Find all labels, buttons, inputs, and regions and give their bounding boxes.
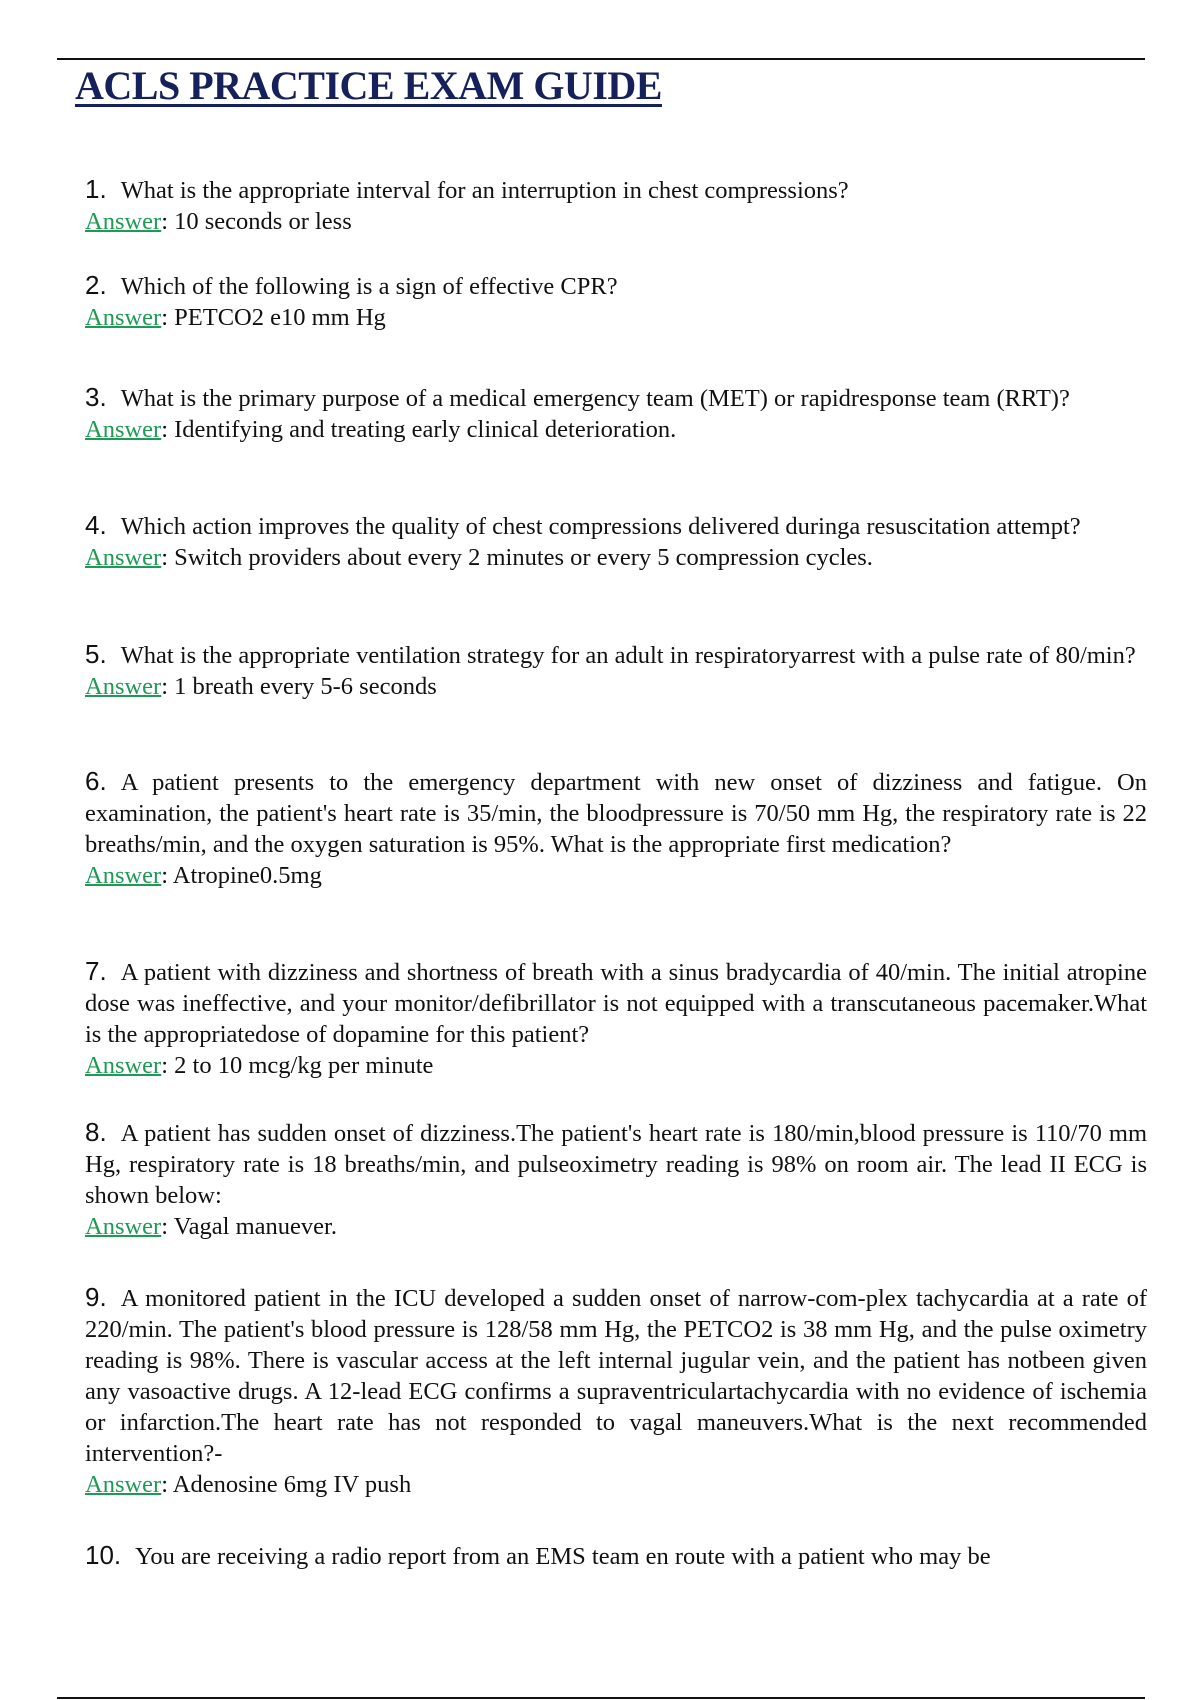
answer-text: : 1 breath every 5-6 seconds (161, 673, 437, 700)
answer-label: Answer (85, 1052, 162, 1079)
question-number: 6. (85, 766, 107, 796)
question-number: 3. (85, 382, 107, 412)
question-text: A patient has sudden onset of dizziness.The patient's heart rate is 180/min,blood pressure is 110/70 mm Hg, respiratory rate is 18 breaths/min, and pulseoximetry reading is 98% on room air. The lead II ECG is shown below: (85, 1120, 1147, 1209)
question-item (85, 956, 1147, 1081)
question-item (85, 174, 1147, 237)
answer-label: Answer (85, 862, 162, 889)
answer-label: Answer (85, 304, 162, 331)
answer-line (85, 860, 1147, 891)
answer-text: : Identifying and treating early clinical deterioration. (161, 416, 677, 443)
answer-line (85, 302, 1147, 333)
answer-line (85, 1469, 1147, 1500)
top-rule (57, 58, 1145, 60)
question-text: A patient presents to the emergency department with new onset of dizziness and fatigue. On examination, the patient's heart rate is 35/min, the bloodpressure is 70/50 mm Hg, the respiratory rate is 22 breaths/min, and the oxygen saturation is 95%. What is the appropriate first medication? (85, 769, 1147, 858)
question-text: Which of the following is a sign of effective CPR? (120, 273, 618, 300)
question-number: 7. (85, 956, 107, 986)
answer-label: Answer (85, 208, 162, 235)
answer-line (85, 206, 1147, 237)
answer-label: Answer (85, 1213, 162, 1240)
answer-line (85, 1050, 1147, 1081)
question-text: A patient with dizziness and shortness of breath with a sinus bradycardia of 40/min. The initial atropine dose was ineffective, and your monitor/defibrillator is not equipped with a transcutaneous pacemaker.What is the appropriatedose of dopamine for this patient? (85, 959, 1147, 1048)
question-item (85, 382, 1147, 445)
answer-label: Answer (85, 1471, 162, 1498)
answer-text: : 10 seconds or less (161, 208, 352, 235)
question-item (85, 1540, 1147, 1572)
question-text: You are receiving a radio report from an EMS team en route with a patient who may be (135, 1543, 991, 1570)
page-title: ACLS PRACTICE EXAM GUIDE (75, 63, 662, 108)
answer-line (85, 671, 1147, 702)
question-number: 2. (85, 270, 107, 300)
answer-label: Answer (85, 673, 162, 700)
question-text: What is the appropriate ventilation strategy for an adult in respiratoryarrest with a pulse rate of 80/min? (120, 642, 1136, 669)
question-number: 10. (85, 1540, 122, 1570)
answer-line (85, 1211, 1147, 1242)
bottom-rule (57, 1697, 1145, 1699)
question-text: What is the primary purpose of a medical emergency team (MET) or rapidresponse team (RRT)? (120, 385, 1070, 412)
answer-line (85, 542, 1147, 573)
question-item (85, 639, 1147, 702)
question-number: 8. (85, 1117, 107, 1147)
question-number: 5. (85, 639, 107, 669)
answer-text: : Adenosine 6mg IV push (161, 1471, 412, 1498)
question-text: What is the appropriate interval for an interruption in chest compressions? (120, 177, 849, 204)
question-number: 4. (85, 510, 107, 540)
answer-line (85, 414, 1147, 445)
question-item (85, 510, 1147, 573)
question-text: A monitored patient in the ICU developed a sudden onset of narrow-com-plex tachycardia at a rate of 220/min. The patient's blood pressure is 128/58 mm Hg, the PETCO2 is 38 mm Hg, and the pulse oximetry reading is 98%. There is vascular access at the left internal jugular vein, and the patient has notbeen given any vasoactive drugs. A 12-lead ECG confirms a supraventriculartachycardia with no evidence of ischemia or infarction.The heart rate has not responded to vagal maneuvers.What is the next recommended intervention?- (85, 1285, 1147, 1467)
question-number: 1. (85, 174, 107, 204)
question-number: 9. (85, 1282, 107, 1312)
question-item (85, 270, 1147, 333)
answer-text: : 2 to 10 mcg/kg per minute (161, 1052, 434, 1079)
question-item (85, 1117, 1147, 1242)
answer-text: : Atropine0.5mg (161, 862, 322, 889)
question-text: Which action improves the quality of chest compressions delivered duringa resuscitation attempt? (120, 513, 1081, 540)
answer-text: : Vagal manuever. (161, 1213, 337, 1240)
answer-label: Answer (85, 544, 162, 571)
question-item (85, 766, 1147, 891)
question-item (85, 1282, 1147, 1500)
answer-label: Answer (85, 416, 162, 443)
answer-text: : PETCO2 e10 mm Hg (161, 304, 386, 331)
answer-text: : Switch providers about every 2 minutes or every 5 compression cycles. (161, 544, 873, 571)
